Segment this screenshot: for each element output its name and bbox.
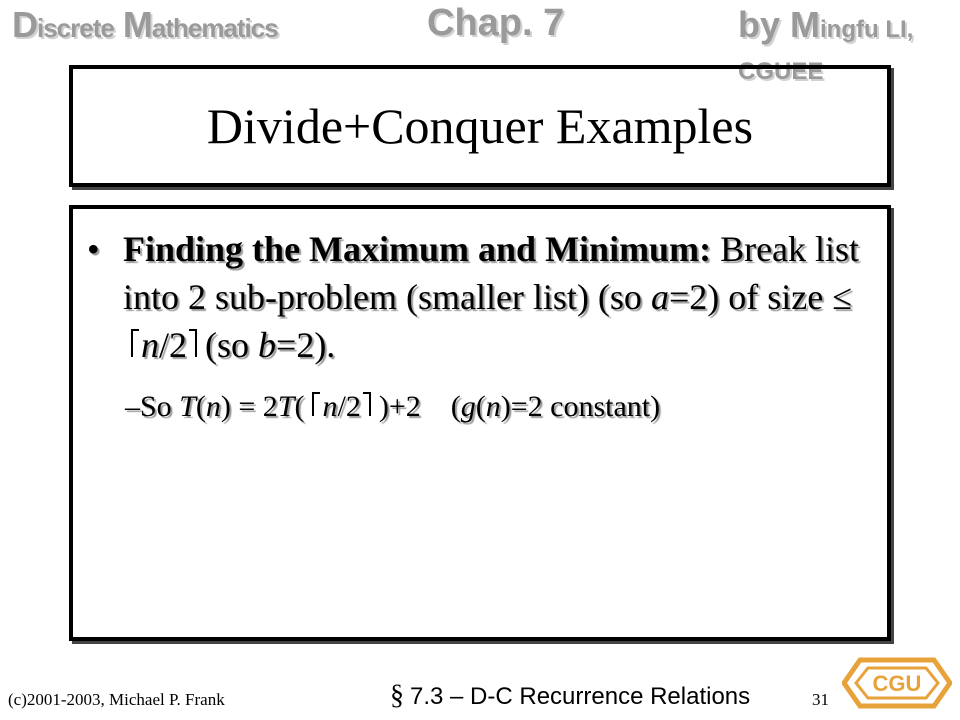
- footer-section: [390, 680, 750, 712]
- ceil-left-icon: [312, 392, 320, 416]
- sub-bullet-item: –So T(n) = 2T( n/2 )+2 (g(n)=2 constant): [125, 390, 661, 423]
- footer-section-text: 7.3 – D-C Recurrence Relations: [410, 683, 751, 710]
- bullet-dot: •: [87, 229, 100, 269]
- logo-text: CGU: [872, 671, 922, 696]
- bullet-text: Finding the Maximum and Minimum: Break list into 2 sub-problem (smaller list) (so a=2) of size ≤n/2 (so b=2).: [123, 229, 860, 365]
- ceil-right-icon: [189, 329, 197, 357]
- section-symbol: §: [390, 680, 404, 711]
- le-symbol: ≤: [832, 277, 852, 317]
- chapter-label: Chap. 7: [427, 2, 565, 44]
- ceil-right-icon: [363, 392, 371, 416]
- page-number: 31: [812, 690, 829, 709]
- bullet-heading: Finding the Maximum and Minimum:: [123, 229, 712, 269]
- author-label: by Mingfu LI, CGUEE: [738, 4, 914, 85]
- slide-title-text: Divide+Conquer Examples: [206, 98, 754, 154]
- ceil-left-icon: [131, 329, 139, 357]
- bullet-item: [87, 225, 867, 369]
- sub-bullet-dash: –: [125, 390, 140, 423]
- footer-copyright: (c)2001-2003, Michael P. Frank: [8, 690, 225, 709]
- course-title: Discrete Mathematics: [12, 4, 278, 45]
- content-box: [69, 205, 891, 641]
- cgu-logo-icon: [842, 654, 952, 712]
- slide-header: [0, 0, 960, 85]
- slide-title: [69, 65, 891, 187]
